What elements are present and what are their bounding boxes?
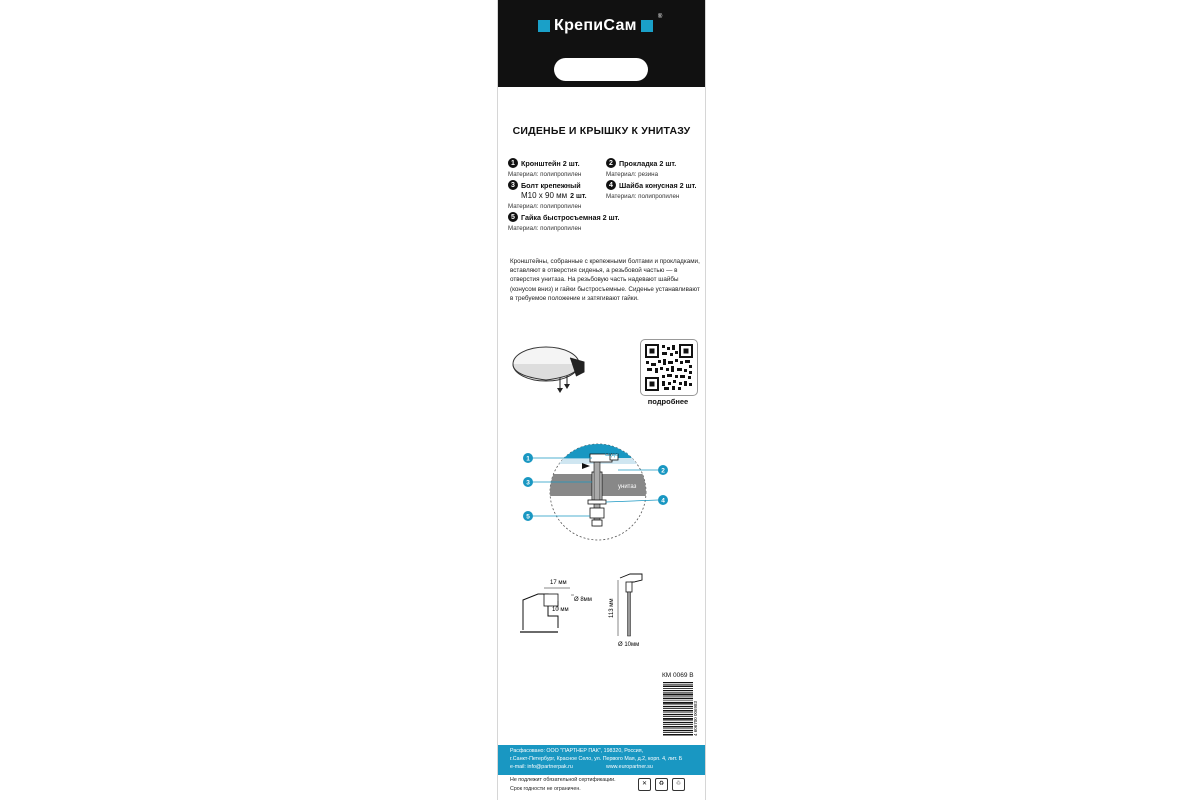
part-material: Материал: полипропилен <box>606 193 680 200</box>
eco-icons <box>638 778 685 791</box>
barcode-number: 4 606700 006983 <box>693 700 698 736</box>
dim-8mm: Ø 8мм <box>574 597 592 603</box>
qr-code-icon <box>641 340 697 395</box>
part-material: Материал: полипропилен <box>508 171 582 178</box>
footer-website: www.europartner.su <box>606 764 653 770</box>
registered-mark: ® <box>657 14 663 20</box>
footer-line-2: г.Санкт-Петербург, Красное Село, ул. Первого Мая, д.2, корп. 4, лит. Б <box>510 756 683 762</box>
recycle-icon: ♻ <box>655 778 668 791</box>
brand-name: КрепиСам <box>554 17 637 34</box>
note-certification: Не подлежит обязательной сертификации. <box>510 777 616 783</box>
part-name: Гайка быстросъемная 2 шт. <box>521 212 620 222</box>
installation-diagram <box>518 436 698 541</box>
part-material: Материал: полипропилен <box>508 203 582 210</box>
diagram-label-lid: крышка <box>614 442 636 448</box>
diagram-label-toilet: унитаз <box>618 484 637 490</box>
part-name: Шайба конусная 2 шт. <box>619 180 697 190</box>
logo-square-left <box>538 20 550 32</box>
brand-logo <box>538 14 662 38</box>
product-title: СИДЕНЬЕ И КРЫШКУ К УНИТАЗУ <box>512 125 691 137</box>
eco-recycle-icon: ♲ <box>672 778 685 791</box>
callout-4-text: 4 <box>661 497 665 505</box>
part-material: Материал: резина <box>606 171 659 178</box>
barcode <box>663 682 699 737</box>
footer-band <box>498 745 705 775</box>
qr-label: подробнее <box>647 397 689 406</box>
part-size <box>521 191 587 200</box>
part-item-1 <box>508 158 581 178</box>
logo-square-right <box>641 20 653 32</box>
hang-hole <box>554 58 648 81</box>
part-number-badge: 2 <box>606 158 616 168</box>
callout-3-text: 3 <box>526 479 530 487</box>
part-item-3 <box>508 180 587 210</box>
product-package-card <box>497 0 706 800</box>
dim-113mm: 113 мм <box>609 598 615 618</box>
no-trash-icon: ✕ <box>638 778 651 791</box>
footer-line-1: Расфасовано: ООО "ПАРТНЕР ПАК", 198320, Россия, <box>510 748 644 754</box>
toilet-seat-illustration <box>510 338 590 400</box>
part-item-2 <box>606 158 676 178</box>
callout-2-text: 2 <box>661 467 665 475</box>
part-name: Болт крепежный <box>521 180 581 190</box>
diagram-label-seat: сиденье <box>605 452 628 458</box>
qr-code[interactable] <box>640 339 698 396</box>
callout-1-text: 1 <box>526 455 530 463</box>
part-name: Кронштейн 2 шт. <box>521 158 580 168</box>
callout-5-text: 5 <box>526 513 530 521</box>
installation-description: Кронштейны, собранные с крепежными болтами и прокладками, вставляют в отверстия сиденья, а резьбовой частью — в отверстия унитаза. На резьбовую часть надевают шайбы (конусом вниз) и гайки быстросъемные. Сиденье устанавливают в требуемое положение и затягивают гайки. <box>510 258 700 302</box>
part-number-badge: 5 <box>508 212 518 222</box>
part-item-4 <box>606 180 697 200</box>
part-qty: 2 шт. <box>570 193 587 200</box>
part-number-badge: 1 <box>508 158 518 168</box>
part-number-badge: 4 <box>606 180 616 190</box>
product-code: КМ 0069 В <box>662 672 694 679</box>
part-number-badge: 3 <box>508 180 518 190</box>
dimensions-drawing <box>518 570 668 650</box>
dim-10mm-diameter: Ø 10мм <box>618 642 640 648</box>
note-shelf-life: Срок годности не ограничен. <box>510 786 581 792</box>
dim-17mm: 17 мм <box>550 580 567 586</box>
part-item-5 <box>508 212 620 232</box>
dim-10mm: 10 мм <box>552 607 569 613</box>
part-name: Прокладка 2 шт. <box>619 158 677 168</box>
package-header <box>498 0 705 87</box>
bolt-size: М10 х 90 мм <box>521 191 568 200</box>
part-material: Материал: полипропилен <box>508 225 582 232</box>
footer-email: e-mail: info@partnerpak.ru <box>510 764 573 770</box>
